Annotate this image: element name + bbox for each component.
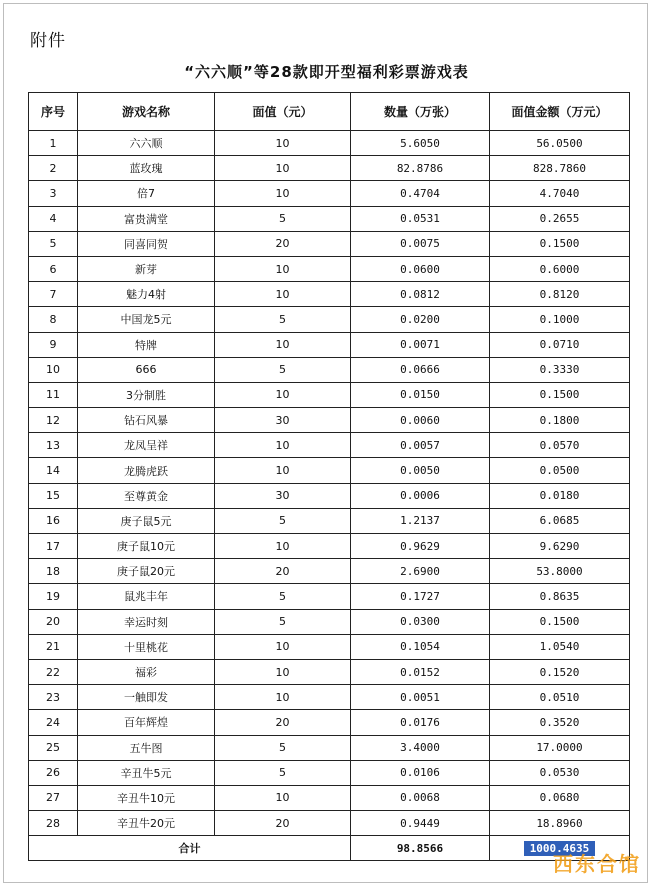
row-index: 20 [29,609,78,634]
amount: 0.1800 [490,408,630,433]
table-row [29,584,630,609]
table-row [29,131,630,156]
row-index: 19 [29,584,78,609]
amount: 53.8000 [490,559,630,584]
quantity: 0.0051 [351,685,490,710]
face-value: 10 [215,282,351,307]
quantity: 1.2137 [351,508,490,533]
table-row [29,609,630,634]
face-value: 10 [215,659,351,684]
quantity: 0.0152 [351,659,490,684]
face-value: 5 [215,307,351,332]
amount: 0.1500 [490,609,630,634]
amount: 9.6290 [490,534,630,559]
game-name: 倍7 [78,181,215,206]
quantity: 82.8786 [351,156,490,181]
row-index: 14 [29,458,78,483]
table-row [29,508,630,533]
table-row [29,231,630,256]
column-header-face-value: 面值（元） [215,93,351,131]
row-index: 18 [29,559,78,584]
face-value: 5 [215,508,351,533]
table-row [29,433,630,458]
row-index: 9 [29,332,78,357]
face-value: 5 [215,357,351,382]
quantity: 3.4000 [351,735,490,760]
column-header-amount: 面值金额（万元） [490,93,630,131]
amount: 56.0500 [490,131,630,156]
amount: 4.7040 [490,181,630,206]
quantity: 0.0176 [351,710,490,735]
total-quantity: 98.8566 [351,836,490,861]
game-name: 辛丑牛20元 [78,811,215,836]
row-index: 25 [29,735,78,760]
quantity: 2.6900 [351,559,490,584]
quantity: 0.9629 [351,534,490,559]
face-value: 5 [215,584,351,609]
column-header-game-name: 游戏名称 [78,93,215,131]
table-row [29,710,630,735]
amount: 18.8960 [490,811,630,836]
quantity: 0.9449 [351,811,490,836]
game-name: 龙凤呈祥 [78,433,215,458]
game-name: 3分制胜 [78,382,215,407]
amount: 0.0510 [490,685,630,710]
face-value: 10 [215,382,351,407]
table-row [29,156,630,181]
quantity: 5.6050 [351,131,490,156]
table-header-row [29,93,630,131]
row-index: 2 [29,156,78,181]
game-name: 魅力4射 [78,282,215,307]
amount: 0.0710 [490,332,630,357]
row-index: 13 [29,433,78,458]
quantity: 0.0071 [351,332,490,357]
amount: 0.8120 [490,282,630,307]
quantity: 0.1727 [351,584,490,609]
face-value: 10 [215,433,351,458]
quantity: 0.0812 [351,282,490,307]
quantity: 0.4704 [351,181,490,206]
game-name: 666 [78,357,215,382]
face-value: 10 [215,634,351,659]
face-value: 20 [215,811,351,836]
game-name: 十里桃花 [78,634,215,659]
table-row [29,685,630,710]
row-index: 17 [29,534,78,559]
game-name: 富贵满堂 [78,206,215,231]
row-index: 1 [29,131,78,156]
row-index: 8 [29,307,78,332]
row-index: 15 [29,483,78,508]
table-row [29,206,630,231]
total-row [29,836,630,861]
row-index: 12 [29,408,78,433]
face-value: 5 [215,735,351,760]
game-name: 钻石风暴 [78,408,215,433]
table-row [29,811,630,836]
game-name: 辛丑牛10元 [78,785,215,810]
quantity: 0.0200 [351,307,490,332]
amount: 828.7860 [490,156,630,181]
amount: 0.0500 [490,458,630,483]
face-value: 5 [215,609,351,634]
face-value: 10 [215,256,351,281]
quantity: 0.0150 [351,382,490,407]
row-index: 10 [29,357,78,382]
game-name: 幸运时刻 [78,609,215,634]
total-amount: 1000.4635 [524,841,596,856]
amount: 0.1000 [490,307,630,332]
face-value: 10 [215,685,351,710]
game-name: 六六顺 [78,131,215,156]
amount: 0.3520 [490,710,630,735]
quantity: 0.0075 [351,231,490,256]
game-name: 庚子鼠20元 [78,559,215,584]
face-value: 30 [215,408,351,433]
amount: 0.1500 [490,231,630,256]
game-name: 百年辉煌 [78,710,215,735]
table-row [29,785,630,810]
amount: 1.0540 [490,634,630,659]
row-index: 3 [29,181,78,206]
quantity: 0.0050 [351,458,490,483]
row-index: 23 [29,685,78,710]
row-index: 22 [29,659,78,684]
game-name: 中国龙5元 [78,307,215,332]
game-name: 特牌 [78,332,215,357]
quantity: 0.0531 [351,206,490,231]
table-row [29,559,630,584]
row-index: 28 [29,811,78,836]
table-row [29,534,630,559]
column-header-index: 序号 [29,93,78,131]
face-value: 10 [215,131,351,156]
table-body [29,131,630,836]
amount: 0.1500 [490,382,630,407]
face-value: 5 [215,206,351,231]
lottery-games-table [28,92,630,861]
game-name: 蓝玫瑰 [78,156,215,181]
game-name: 庚子鼠10元 [78,534,215,559]
amount: 0.1520 [490,659,630,684]
face-value: 10 [215,332,351,357]
amount: 0.3330 [490,357,630,382]
quantity: 0.0600 [351,256,490,281]
row-index: 11 [29,382,78,407]
table-row [29,458,630,483]
quantity: 0.0106 [351,760,490,785]
table-row [29,282,630,307]
amount: 0.0570 [490,433,630,458]
game-name: 五牛图 [78,735,215,760]
row-index: 26 [29,760,78,785]
face-value: 10 [215,534,351,559]
face-value: 30 [215,483,351,508]
amount: 0.6000 [490,256,630,281]
table-row [29,332,630,357]
table-row [29,483,630,508]
attachment-label: 附件 [30,31,66,51]
amount: 0.8635 [490,584,630,609]
row-index: 21 [29,634,78,659]
document-title: “六六顺”等28款即开型福利彩票游戏表 [184,63,469,81]
row-index: 16 [29,508,78,533]
face-value: 10 [215,156,351,181]
face-value: 5 [215,760,351,785]
row-index: 4 [29,206,78,231]
face-value: 10 [215,181,351,206]
quantity: 0.0666 [351,357,490,382]
row-index: 24 [29,710,78,735]
row-index: 5 [29,231,78,256]
quantity: 0.0068 [351,785,490,810]
table-row [29,735,630,760]
game-name: 至尊黄金 [78,483,215,508]
game-name: 鼠兆丰年 [78,584,215,609]
amount: 6.0685 [490,508,630,533]
quantity: 0.0006 [351,483,490,508]
amount: 0.0180 [490,483,630,508]
column-header-quantity: 数量（万张） [351,93,490,131]
game-name: 新芽 [78,256,215,281]
table-row [29,181,630,206]
table-row [29,256,630,281]
quantity: 0.0300 [351,609,490,634]
table-row [29,408,630,433]
watermark-logo: 西东合馆 [553,852,641,876]
total-label: 合计 [29,836,351,861]
game-name: 庚子鼠5元 [78,508,215,533]
face-value: 20 [215,559,351,584]
game-name: 辛丑牛5元 [78,760,215,785]
table-row [29,659,630,684]
amount: 0.0530 [490,760,630,785]
table-row [29,382,630,407]
row-index: 7 [29,282,78,307]
game-name: 一触即发 [78,685,215,710]
quantity: 0.0060 [351,408,490,433]
row-index: 6 [29,256,78,281]
face-value: 20 [215,231,351,256]
game-name: 龙腾虎跃 [78,458,215,483]
table-row [29,634,630,659]
row-index: 27 [29,785,78,810]
amount: 17.0000 [490,735,630,760]
amount: 0.0680 [490,785,630,810]
face-value: 20 [215,710,351,735]
game-name: 同喜同贺 [78,231,215,256]
face-value: 10 [215,785,351,810]
quantity: 0.1054 [351,634,490,659]
game-name: 福彩 [78,659,215,684]
amount: 0.2655 [490,206,630,231]
table-row [29,760,630,785]
table-row [29,307,630,332]
face-value: 10 [215,458,351,483]
quantity: 0.0057 [351,433,490,458]
table-row [29,357,630,382]
